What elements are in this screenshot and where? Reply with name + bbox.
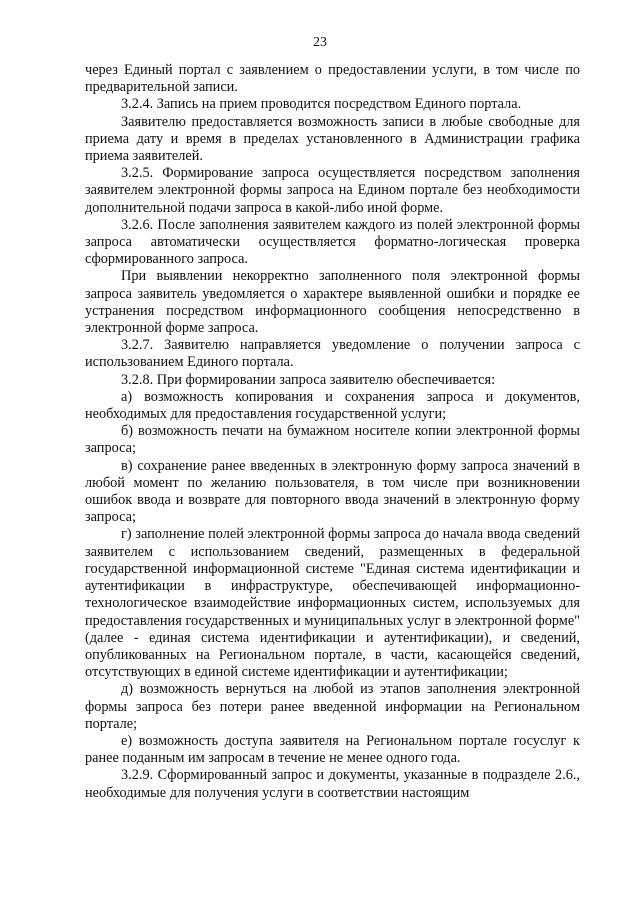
list-item: д) возможность вернуться на любой из этапов заполнения электронной формы запроса без потери ранее введенной информации на Региональном портале; — [85, 681, 580, 732]
paragraph: 3.2.8. При формировании запроса заявителю обеспечивается: — [121, 371, 496, 388]
paragraph: При выявлении некорректно заполненного поля электронной формы запроса заявитель уведомляется о характере выявленной ошибки и порядке ее устранения посредством информационного сообщения непосредственно в электронной форме запроса. — [85, 268, 580, 337]
paragraph: Заявителю предоставляется возможность записи в любые свободные для приема дату и время в пределах установленного в Администрации графика приема заявителей. — [85, 113, 580, 165]
list-item: в) сохранение ранее введенных в электронную форму запроса значений в любой момент по желанию пользователя, в том числе при возникновении ошибок ввода и возврате для повторного ввода значений в электронную форму запроса; — [85, 457, 580, 526]
list-item: г) заполнение полей электронной формы запроса до начала ввода сведений заявителем с использованием сведений, размещенных в федеральной государственной информационной системе "Единая система идентификации и аутентификации в инфраструктуре, обеспечивающей информационно-технологическое взаимодействие информационных систем, используемых для предоставления государственных и муниципальных услуг в электронной форме" (далее - единая система идентификации и аутентификации), и сведений, опубликованных на Региональном портале, в части, касающейся сведений, отсутствующих в единой системе идентификации и аутентификации; — [85, 526, 580, 681]
paragraph: 3.2.7. Заявителю направляется уведомление о получении запроса с использованием Единого портала. — [85, 337, 580, 371]
document-body — [85, 62, 580, 802]
list-item: б) возможность печати на бумажном носителе копии электронной формы запроса; — [85, 423, 580, 457]
page-number: 23 — [313, 35, 327, 50]
paragraph: 3.2.6. После заполнения заявителем каждого из полей электронной формы запроса автоматически осуществляется форматно-логическая проверка сформированного запроса. — [85, 216, 580, 268]
list-item: а) возможность копирования и сохранения запроса и документов, необходимых для предоставления государственной услуги; — [85, 388, 580, 423]
paragraph: 3.2.5. Формирование запроса осуществляется посредством заполнения заявителем электронной формы запроса на Едином портале без необходимости дополнительной подачи запроса в какой-либо иной форме. — [85, 165, 580, 216]
paragraph: 3.2.9. Сформированный запрос и документы, указанные в подразделе 2.6., необходимые для получения услуги в соответствии настоящим — [85, 767, 580, 801]
paragraph: 3.2.4. Запись на прием проводится посредством Единого портала. — [121, 96, 522, 113]
paragraph: через Единый портал с заявлением о предоставлении услуги, в том числе по предварительной записи. — [85, 62, 580, 96]
list-item: е) возможность доступа заявителя на Региональном портале госуслуг к ранее поданным им запросам в течение не менее одного года. — [85, 732, 580, 767]
